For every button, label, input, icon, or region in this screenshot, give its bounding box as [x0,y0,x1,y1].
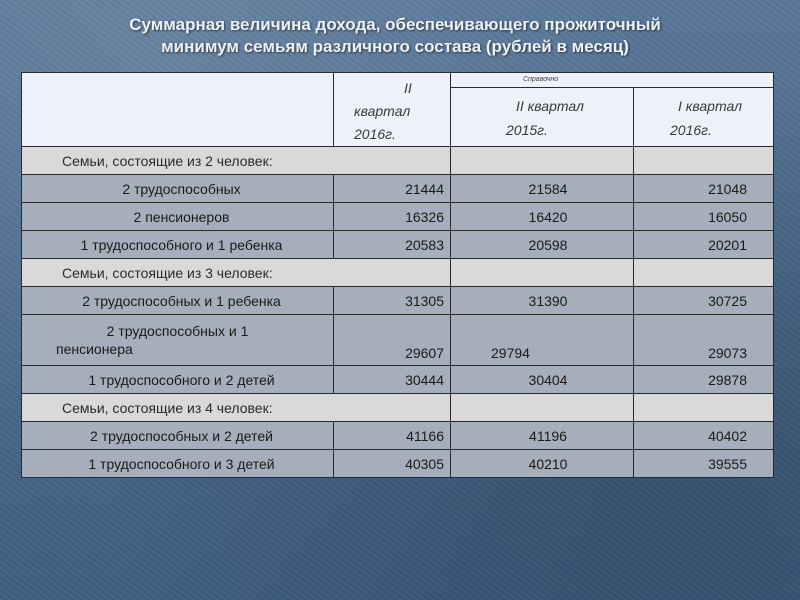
header-q2-2015 [451,87,634,146]
header-q2-2016-word: квартал [354,103,411,119]
group-label: Семьи, состоящие из 2 человек: [22,147,451,175]
income-table [21,72,774,478]
header-row-top [22,73,774,88]
header-q1-2016-year: 2016г. [670,122,712,139]
slide-title [0,14,800,58]
row-label: 1 трудоспособного и 1 ребенка [22,231,334,259]
row-label [22,315,334,366]
row-label: 1 трудоспособного и 2 детей [22,366,334,394]
row-label-line-1: 2 трудоспособных и 1 [106,323,249,339]
value-q2-2015: 20598 [451,231,634,259]
group-empty-cell [634,394,774,422]
value-q1-2016: 29073 [634,315,774,366]
group-row [22,259,774,287]
table-row [22,231,774,259]
header-q2-2016-year: 2016г. [354,126,396,142]
group-row [22,147,774,175]
group-empty-cell [451,394,634,422]
value-q2-2015: 16420 [451,203,634,231]
value-q1-2016: 29878 [634,366,774,394]
value-q2-2015: 40210 [451,450,634,478]
table-row [22,450,774,478]
header-blank-cell [22,73,334,147]
value-q2-2015: 29794 [451,315,634,366]
value-q2-2015: 30404 [451,366,634,394]
group-empty-cell [634,147,774,175]
header-q2-2015-quarter: II квартал [516,98,584,115]
title-line-2: минимум семьям различного состава (рублей в месяц) [161,37,629,56]
group-empty-cell [451,147,634,175]
value-q2-2015: 31390 [451,287,634,315]
row-label: 2 пенсионеров [22,203,334,231]
table-row [22,287,774,315]
title-line-1: Суммарная величина дохода, обеспечивающего прожиточный [129,15,661,34]
header-q1-2016 [634,87,774,146]
row-label: 1 трудоспособного и 3 детей [22,450,334,478]
value-q1-2016: 40402 [634,422,774,450]
table-row [22,422,774,450]
table-row [22,315,774,366]
group-empty-cell [634,259,774,287]
row-label: 2 трудоспособных [22,175,334,203]
value-q1-2016: 21048 [634,175,774,203]
row-label: 2 трудоспособных и 1 ребенка [22,287,334,315]
row-label-line-2: пенсионера [56,341,133,357]
header-reference-label: Справочно [451,73,774,88]
value-q1-2016: 16050 [634,203,774,231]
table-row [22,366,774,394]
value-q1-2016: 20201 [634,231,774,259]
value-q2-2016: 29607 [334,315,451,366]
value-q1-2016: 39555 [634,450,774,478]
header-q2-2016 [334,73,451,147]
row-label: 2 трудоспособных и 2 детей [22,422,334,450]
group-row [22,394,774,422]
value-q2-2016: 20583 [334,231,451,259]
value-q2-2015: 41196 [451,422,634,450]
group-label: Семьи, состоящие из 3 человек: [22,259,451,287]
value-q2-2015: 21584 [451,175,634,203]
header-q2-2016-quarter: II [404,80,412,96]
value-q2-2016: 41166 [334,422,451,450]
value-q2-2016: 31305 [334,287,451,315]
value-q1-2016: 30725 [634,287,774,315]
value-q2-2016: 30444 [334,366,451,394]
value-q2-2016: 40305 [334,450,451,478]
header-q1-2016-quarter: I квартал [678,98,742,115]
value-q2-2016: 16326 [334,203,451,231]
group-empty-cell [451,259,634,287]
value-q2-2016: 21444 [334,175,451,203]
table-row [22,203,774,231]
header-q2-2015-year: 2015г. [506,122,548,139]
table-row [22,175,774,203]
group-label: Семьи, состоящие из 4 человек: [22,394,451,422]
